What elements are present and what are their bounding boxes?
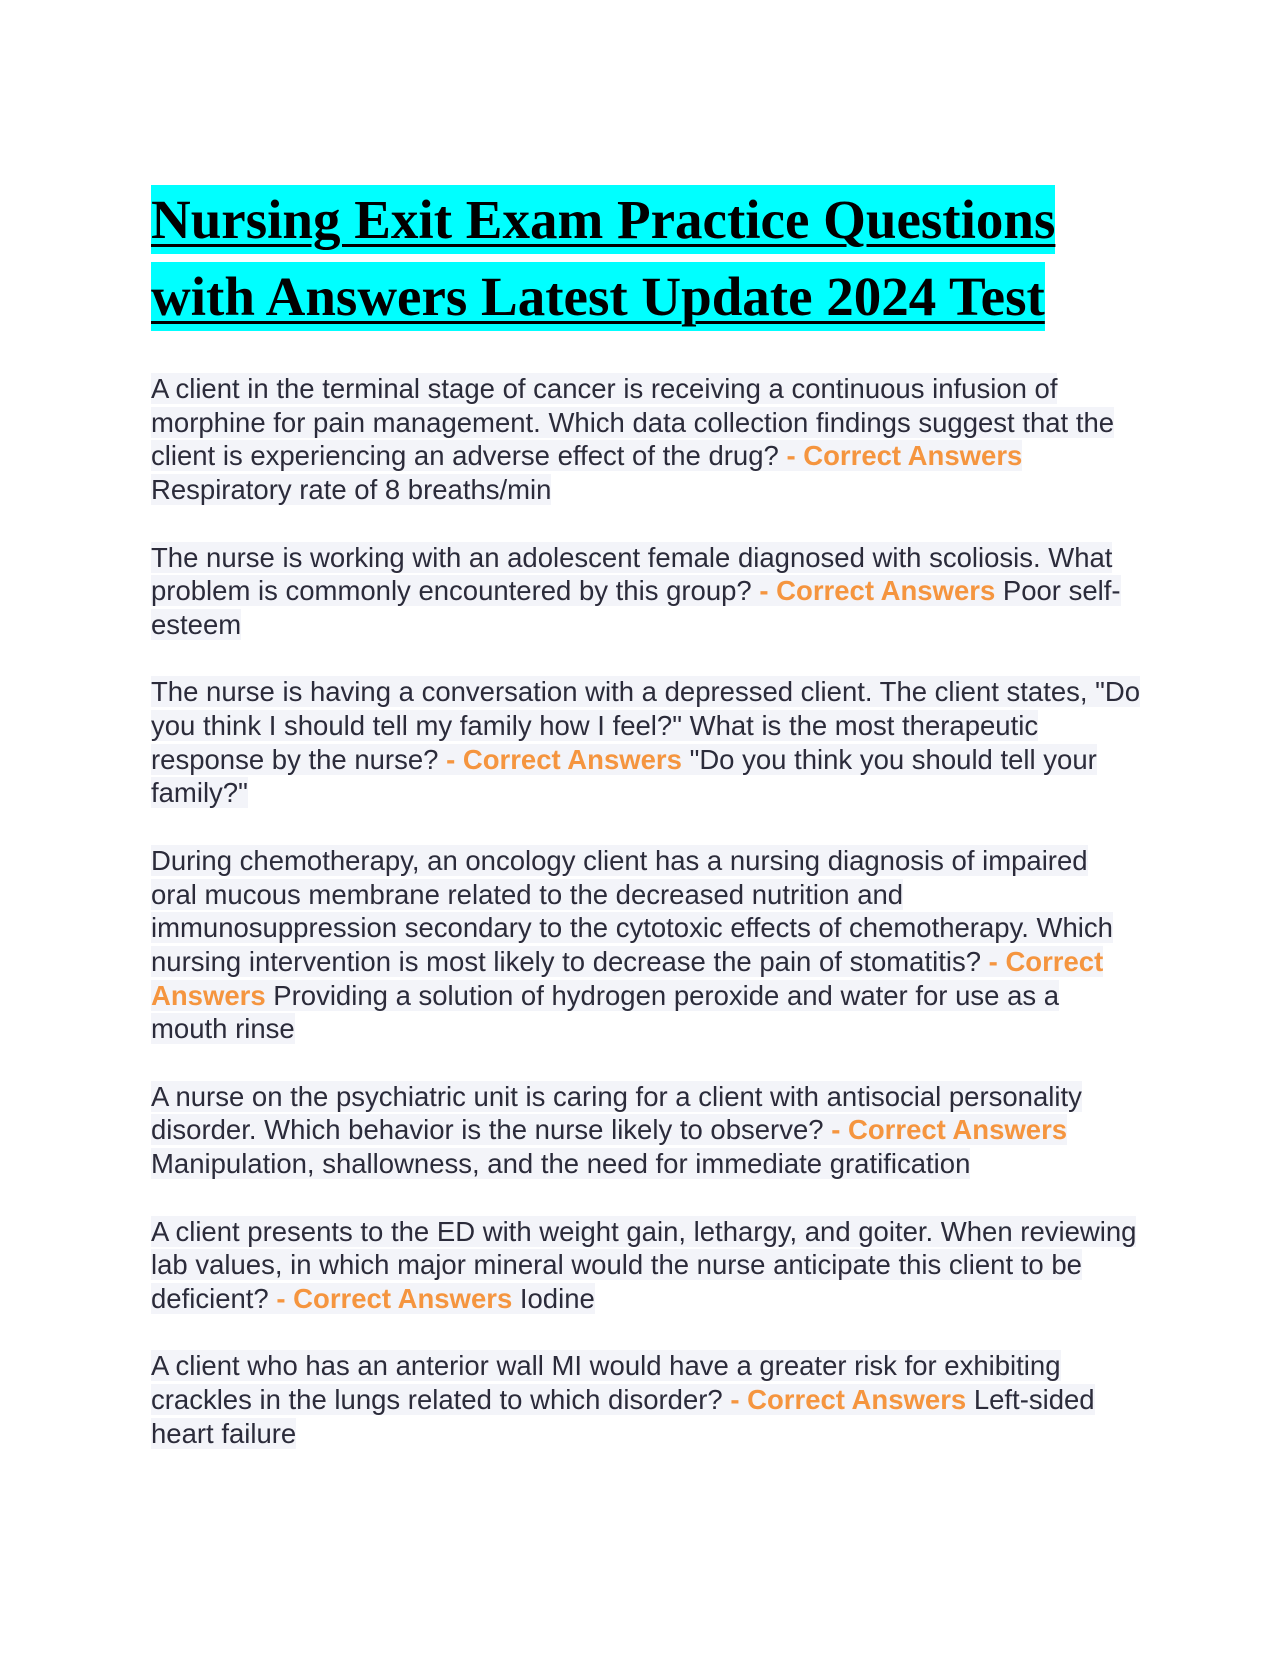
- question-text-2: The nurse is working with an adolescent female diagnosed with scoliosis. What problem is commonly encountered by this group?: [151, 541, 1113, 607]
- question-text-6: A client presents to the ED with weight gain, lethargy, and goiter. When reviewing lab values, in which major mineral would the nurse anticipate this client to be deficient?: [151, 1215, 1137, 1314]
- question-item-3: [151, 675, 1141, 810]
- answer-text-4: Providing a solution of hydrogen peroxide and water for use as a mouth rinse: [151, 979, 1060, 1045]
- answer-text-5: Manipulation, shallowness, and the need for immediate gratification: [151, 1148, 971, 1180]
- question-item-6: [151, 1215, 1141, 1316]
- question-text-5: A nurse on the psychiatric unit is caring for a client with antisocial personality disorder. Which behavior is the nurse likely to observe?: [151, 1080, 1082, 1146]
- answer-marker-6: - Correct Answers: [276, 1282, 513, 1314]
- answer-marker-7: - Correct Answers: [730, 1384, 967, 1415]
- answer-text-1: Respiratory rate of 8 breaths/min: [151, 474, 552, 506]
- question-text-3: The nurse is having a conversation with a depressed client. The client states, "Do you think I should tell my family how I feel?" What is the most therapeutic response by the nurse?: [151, 676, 1141, 775]
- answer-text-7: Left-sided heart failure: [151, 1384, 1095, 1449]
- answer-marker-1: - Correct Answers: [786, 440, 1023, 472]
- question-text-1: A client in the terminal stage of cancer is receiving a continuous infusion of morphine for pain management. Which data collection findings suggest that the client is experiencing an adverse effect of the drug?: [151, 373, 1115, 472]
- question-list: [151, 372, 1141, 1484]
- answer-marker-3: - Correct Answers: [446, 743, 682, 775]
- question-item-4: [151, 844, 1141, 1046]
- answer-text-3: "Do you think you should tell your family?": [151, 743, 1097, 809]
- question-item-2: [151, 541, 1141, 642]
- question-item-5: [151, 1080, 1141, 1181]
- answer-text-2: Poor self-esteem: [151, 575, 1121, 640]
- document-title-text: Nursing Exit Exam Practice Questions with Answers Latest Update 2024 Test: [151, 185, 1055, 331]
- answer-marker-2: - Correct Answers: [759, 575, 996, 607]
- question-item-1: [151, 372, 1141, 507]
- answer-text-6: Iodine: [519, 1282, 595, 1314]
- question-item-7: [151, 1349, 1141, 1450]
- document-title: [151, 181, 1141, 335]
- answer-marker-5: - Correct Answers: [831, 1114, 1068, 1146]
- answer-marker-4: - Correct Answers: [151, 945, 1104, 1011]
- question-text-7: A client who has an anterior wall MI would have a greater risk for exhibiting crackles in the lungs related to which disorder?: [151, 1350, 1061, 1415]
- question-text-4: During chemotherapy, an oncology client has a nursing diagnosis of impaired oral mucous membrane related to the decreased nutrition and immunosuppression secondary to the cytotoxic effects of chemotherapy. Which nursing intervention is most likely to decrease the pain of stomatitis?: [151, 844, 1113, 977]
